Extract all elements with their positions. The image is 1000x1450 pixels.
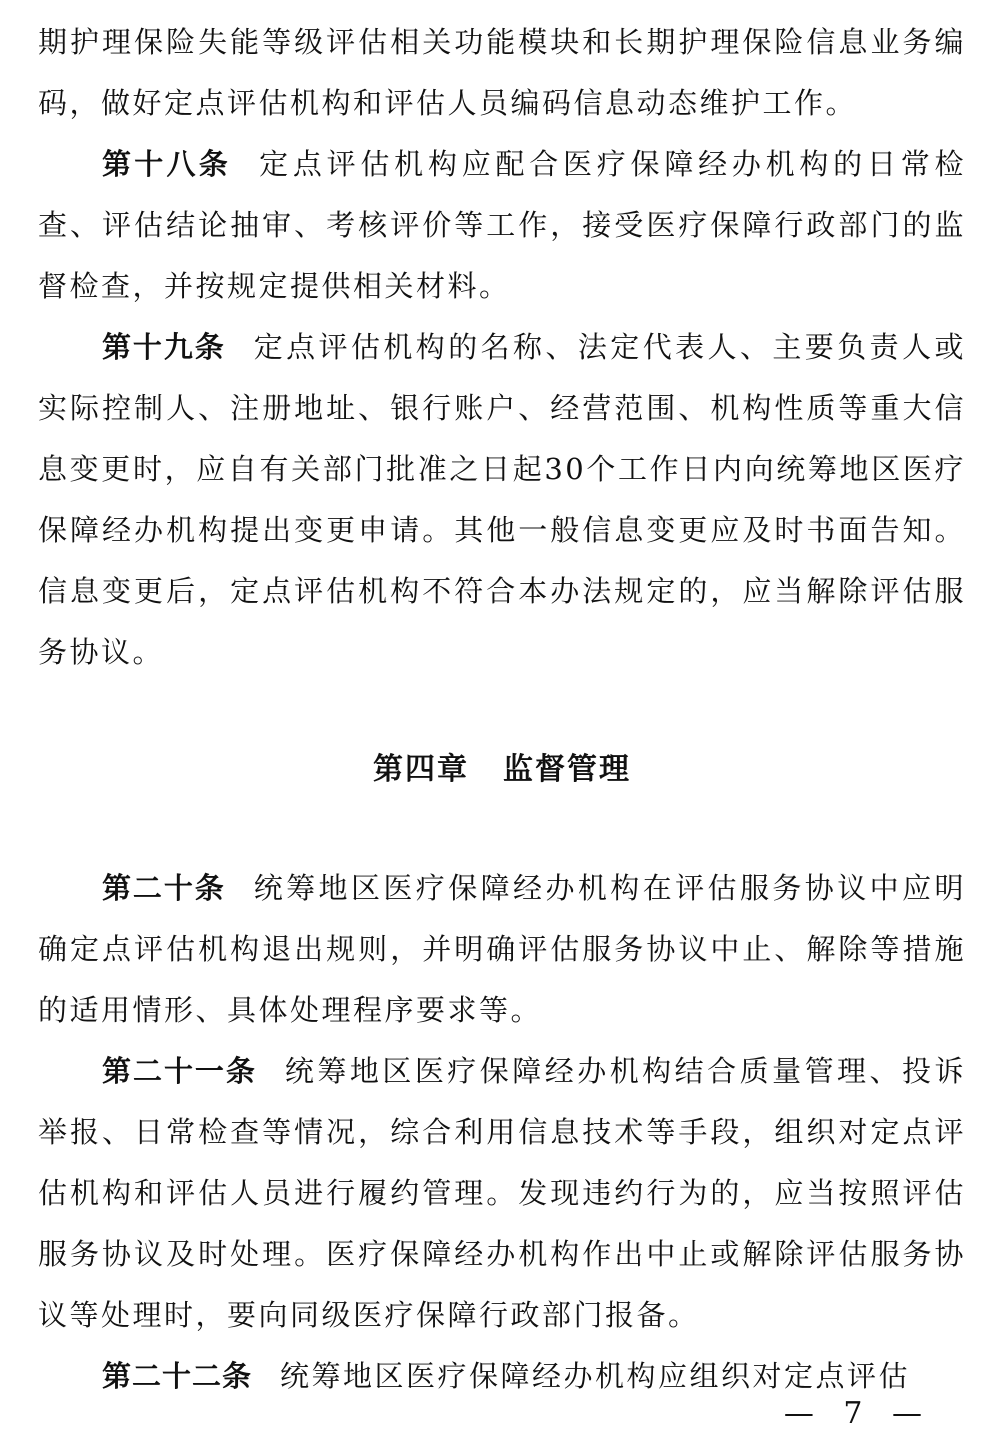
chapter-title: 监督管理 [503, 752, 631, 787]
article-20 [38, 858, 966, 1041]
article-number: 第十九条 [102, 330, 226, 364]
paragraph-continued [38, 12, 966, 134]
article-21 [38, 1041, 966, 1346]
chapter-heading [38, 739, 966, 800]
chapter-number: 第四章 [373, 752, 469, 787]
article-number: 第二十二条 [102, 1359, 253, 1393]
article-number: 第十八条 [102, 147, 232, 181]
page-number: — 7 — [783, 1396, 932, 1431]
article-text: 定点评估机构的名称、法定代表人、主要负责人或实际控制人、注册地址、银行账户、经营范围、机构性质等重大信息变更时，应自有关部门批准之日起30个工作日内向统筹地区医疗保障经办机构提出变更申请。其他一般信息变更应及时书面告知。信息变更后，定点评估机构不符合本办法规定的，应当解除评估服务协议。 [38, 330, 966, 669]
paragraph-text: 期护理保险失能等级评估相关功能模块和长期护理保险信息业务编码，做好定点评估机构和评估人员编码信息动态维护工作。 [38, 25, 966, 120]
article-text: 定点评估机构应配合医疗保障经办机构的日常检查、评估结论抽审、考核评价等工作，接受医疗保障行政部门的监督检查，并按规定提供相关材料。 [38, 147, 966, 303]
article-text: 统筹地区医疗保障经办机构结合质量管理、投诉举报、日常检查等情况，综合利用信息技术等手段，组织对定点评估机构和评估人员进行履约管理。发现违约行为的，应当按照评估服务协议及时处理。医疗保障经办机构作出中止或解除评估服务协议等处理时，要向同级医疗保障行政部门报备。 [38, 1054, 966, 1332]
document-page [38, 12, 966, 1407]
article-19 [38, 317, 966, 683]
article-18 [38, 134, 966, 317]
article-number: 第二十条 [102, 871, 226, 905]
article-number: 第二十一条 [102, 1054, 257, 1088]
article-text: 统筹地区医疗保障经办机构在评估服务协议中应明确定点评估机构退出规则，并明确评估服务协议中止、解除等措施的适用情形、具体处理程序要求等。 [38, 871, 966, 1027]
article-text: 统筹地区医疗保障经办机构应组织对定点评估 [280, 1359, 911, 1393]
